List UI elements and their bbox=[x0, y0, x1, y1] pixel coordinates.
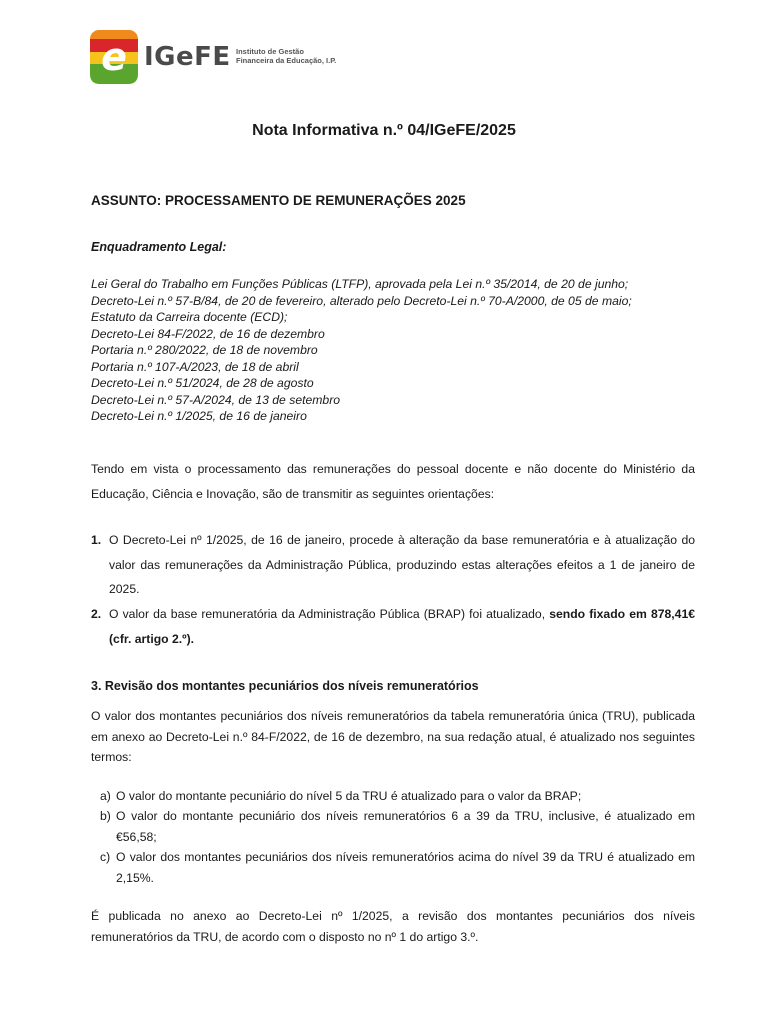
section-3-heading: 3. Revisão dos montantes pecuniários dos níveis remuneratórios bbox=[91, 679, 479, 693]
legal-item: Decreto-Lei n.º 57-B/84, de 20 de fevereiro, alterado pelo Decreto-Lei n.º 70-A/2000, de 05 de maio; bbox=[91, 293, 632, 308]
section-3-text-start: O valor dos montantes pecuniários dos níveis remuneratórios da tabela remuneratória única (TRU), publicada em anexo ao bbox=[91, 709, 695, 744]
logo-subtitle-line1: Instituto de Gestão bbox=[236, 47, 304, 56]
item-number: 2. bbox=[91, 607, 102, 621]
legal-framework-list bbox=[91, 276, 632, 425]
item-text: O Decreto-Lei nº 1/2025, de 16 de janeiro, procede à alteração da base remuneratória e à atualização do valor das remunerações da Administração Pública, produzindo estas alterações efeitos a 1 de janeiro de 2025. bbox=[109, 533, 695, 596]
legal-item: Decreto-Lei n.º 57-A/2024, de 13 de setembro bbox=[91, 392, 341, 407]
sub-item-label: b) bbox=[100, 809, 111, 823]
numbered-item-1 bbox=[91, 528, 695, 602]
legal-framework-heading: Enquadramento Legal: bbox=[91, 240, 227, 254]
item-number: 1. bbox=[91, 533, 102, 547]
igefe-logo-icon bbox=[90, 30, 138, 84]
section-3-decree-ref: Decreto-Lei n.º 84-F/2022, bbox=[166, 729, 311, 744]
legal-item: Portaria n.º 280/2022, de 18 de novembro bbox=[91, 343, 318, 357]
legal-item: Decreto-Lei n.º 51/2024, de 28 de agosto bbox=[91, 376, 314, 390]
logo-letter: e bbox=[101, 35, 127, 79]
closing-paragraph: É publicada no anexo ao Decreto-Lei nº 1/2025, a revisão dos montantes pecuniários dos níveis remuneratórios da TRU, de acordo com o disposto no nº 1 do artigo 3.º. bbox=[91, 909, 695, 944]
sub-item-label: a) bbox=[100, 789, 111, 803]
sub-item-c bbox=[100, 847, 695, 888]
item-text bbox=[109, 602, 695, 651]
sub-item-label: c) bbox=[100, 850, 111, 864]
section-3-paragraph bbox=[91, 706, 695, 768]
legal-item: Decreto-Lei n.º 1/2025, de 16 de janeiro bbox=[91, 409, 307, 423]
document-title: Nota Informativa n.º 04/IGeFE/2025 bbox=[252, 122, 516, 139]
logo-wordmark: IGeFE bbox=[144, 42, 231, 72]
legal-item: Lei Geral do Trabalho em Funções Públicas (LTFP), aprovada pela Lei n.º 35/2014, de 20 de junho; bbox=[91, 277, 629, 291]
legal-item: Decreto-Lei 84-F/2022, de 16 de dezembro bbox=[91, 326, 325, 341]
sub-item-text: O valor dos montantes pecuniários dos níveis remuneratórios acima do nível 39 da TRU é atualizado em 2,15%. bbox=[116, 850, 695, 885]
document-subject: ASSUNTO: PROCESSAMENTO DE REMUNERAÇÕES 2025 bbox=[91, 193, 466, 208]
sub-item-a bbox=[100, 786, 695, 807]
sub-item-text: O valor do montante pecuniário do nível 5 da TRU é atualizado para o valor da BRAP; bbox=[116, 789, 582, 803]
logo-subtitle-line2: Financeira da Educação, I.P. bbox=[236, 56, 337, 65]
legal-item: Estatuto da Carreira docente (ECD); bbox=[91, 310, 288, 324]
sub-item-text: O valor do montante pecuniário dos níveis remuneratórios 6 a 39 da TRU, inclusive, é atualizado em €56,58; bbox=[116, 809, 695, 844]
item-text-bold: sendo fixado em 878,41€ (cfr. artigo 2.º). bbox=[109, 607, 695, 646]
section-3-text-end: de 16 de dezembro, na sua redação atual, é atualizado nos seguintes termos: bbox=[91, 729, 695, 764]
igefe-logo bbox=[90, 30, 390, 86]
numbered-item-2 bbox=[91, 602, 695, 651]
sub-item-b bbox=[100, 806, 695, 847]
intro-paragraph: Tendo em vista o processamento das remunerações do pessoal docente e não docente do Ministério da Educação, Ciência e Inovação, são de transmitir as seguintes orientações: bbox=[91, 462, 695, 501]
logo-subtitle bbox=[236, 47, 336, 65]
legal-item: Portaria n.º 107-A/2023, de 18 de abril bbox=[91, 359, 299, 374]
item-text-regular: O valor da base remuneratória da Administração Pública (BRAP) foi atualizado, bbox=[109, 607, 550, 621]
